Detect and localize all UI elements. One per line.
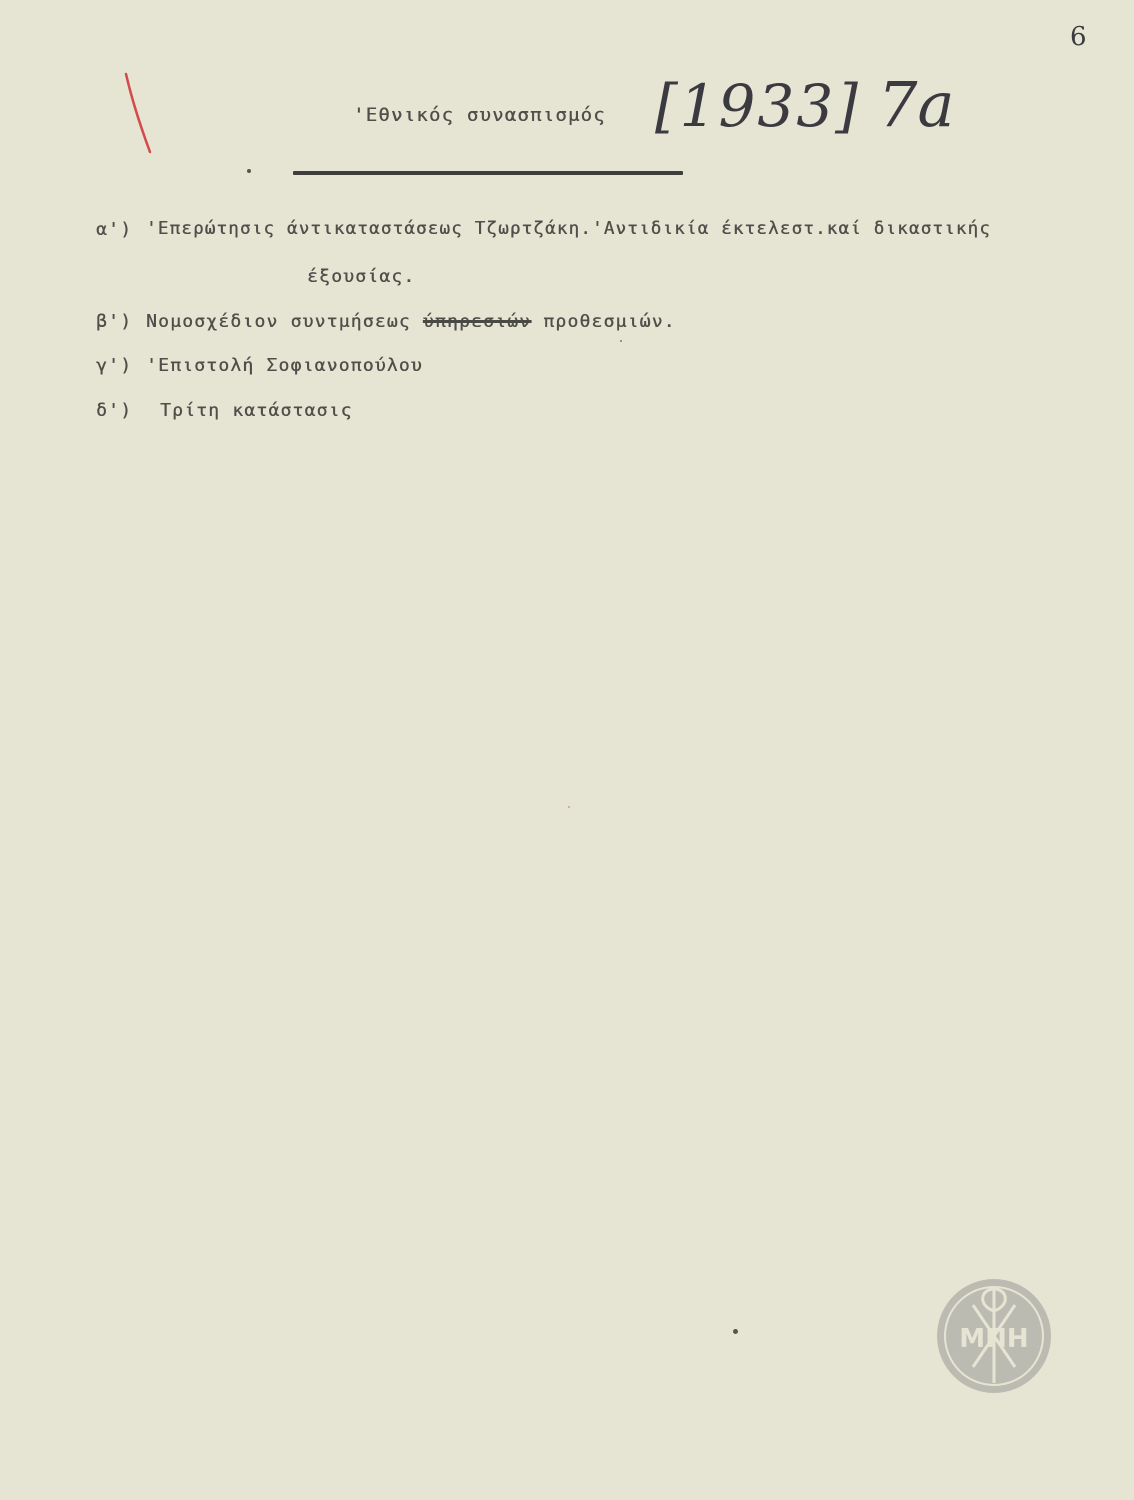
ink-dot [620, 340, 622, 342]
ink-dot [733, 1329, 738, 1334]
document-heading: 'Εθνικός συνασπισμός [353, 104, 606, 126]
page-number: 6 [1070, 22, 1087, 52]
archive-monogram-stamp-icon [933, 1275, 1055, 1397]
red-pencil-mark [120, 70, 160, 160]
item-text-before: Νομοσχέδιον συντμήσεως [146, 311, 411, 332]
item-marker: δ') [96, 400, 133, 421]
handwritten-code: 7a [878, 68, 955, 141]
item-text-continuation: έξουσίας. [307, 266, 416, 287]
item-text-after: προθεσμιών. [543, 311, 676, 332]
heading-underline [293, 171, 683, 175]
item-text: 'Επιστολή Σοφιανοπούλου [146, 355, 423, 376]
item-text: 'Επερώτησις άντικαταστάσεως Τζωρτζάκη.'Αντιδικία έκτελεστ.καί δικαστικής [146, 219, 991, 239]
item-marker: β') [96, 311, 133, 332]
ink-dot [568, 806, 570, 808]
ink-dot [247, 169, 251, 173]
item-marker: α') [96, 219, 133, 240]
handwritten-year: [1933] [655, 72, 860, 140]
watermark-label: ΜΠΗ [959, 1324, 1029, 1354]
item-text: Τρίτη κατάστασις [160, 400, 353, 421]
struck-word: ύπηρεσιών [422, 311, 532, 332]
item-marker: γ') [96, 355, 133, 376]
item-text [146, 311, 676, 332]
